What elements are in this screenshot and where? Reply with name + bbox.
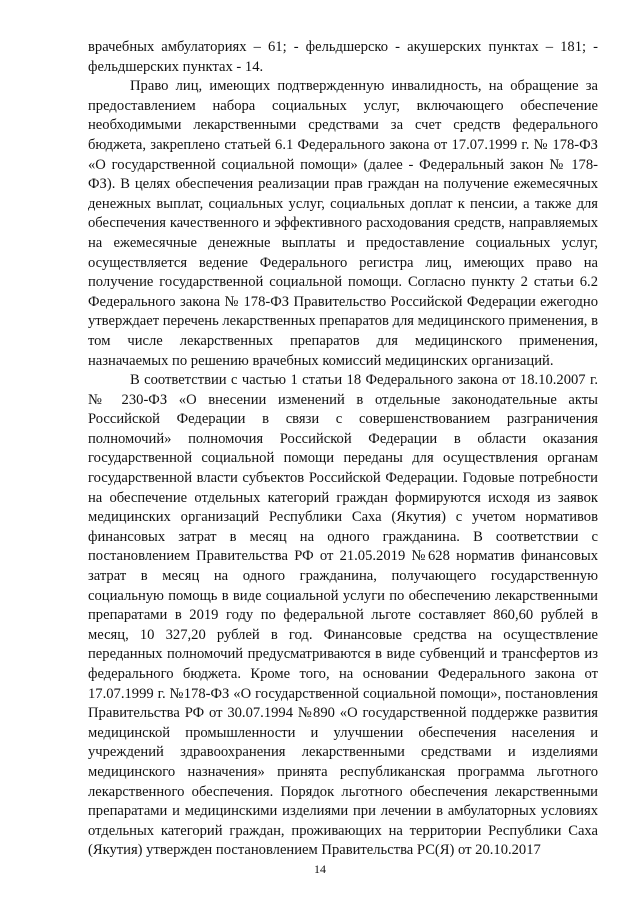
- document-page: [88, 38, 598, 861]
- paragraph-2: Право лиц, имеющих подтвержденную инвалидность, на обращение за предоставлением набора социальных услуг, включающего обеспечение необходимыми лекарственными средствами за счет средств федерального бюджета, закреплено статьей 6.1 Федерального закона от 17.07.1999 г. № 178-ФЗ «О государственной социальной помощи» (далее - Федеральный закон № 178-ФЗ). В целях обеспечения реализации прав граждан на получение ежемесячных денежных выплат, социальных услуг, социальных доплат к пенсии, а также для обеспечения качественного и эффективного расходования средств, направляемых на ежемесячные денежные выплаты и предоставление социальных услуг, осуществляется ведение Федерального регистра лиц, имеющих право на получение государственной социальной помощи. Согласно пункту 2 статьи 6.2 Федерального закона № 178-ФЗ Правительство Российской Федерации ежегодно утверждает перечень лекарственных препаратов для медицинского применения, в том числе лекарственных препаратов для медицинского применения, назначаемых по решению врачебных комиссий медицинских организаций.: [88, 78, 598, 369]
- paragraph-1: врачебных амбулаториях – 61; - фельдшерско - акушерских пунктах – 181; - фельдшерских пунктах - 14.: [88, 39, 598, 75]
- paragraph-3: В соответствии с частью 1 статьи 18 Федерального закона от 18.10.2007 г. № 230-ФЗ «О внесении изменений в отдельные законодательные акты Российской Федерации в связи с совершенствованием разграничения полномочий» полномочия Российской Федерации в области оказания государственной социальной помощи переданы для осуществления органам государственной власти субъектов Российской Федерации. Годовые потребности на обеспечение отдельных категорий граждан формируются исходя из заявок медицинских организаций Республики Саха (Якутия) с учетом нормативов финансовых затрат в месяц на одного гражданина. В соответствии с постановлением Правительства РФ от 21.05.2019 №628 норматив финансовых затрат в месяц на одного гражданина, получающего государственную социальную помощь в виде социальной услуги по обеспечению лекарственными препаратами в 2019 году по федеральной льготе составляет 860,60 рублей в месяц, 10 327,20 рублей в год. Финансовые средства на осуществление переданных полномочий предусматриваются в виде субвенций и трансфертов из федерального бюджета. Кроме того, на основании Федерального закона от 17.07.1999 г. №178-ФЗ «О государственной социальной помощи», постановления Правительства РФ от 30.07.1994 №890 «О государственной поддержке развития медицинской промышленности и улучшении обеспечения населения и учреждений здравоохранения лекарственными средствами и изделиями медицинского назначения» принята республиканская программа льготного лекарственного обеспечения. Порядок льготного обеспечения лекарственными препаратами и медицинскими изделиями при лечении в амбулаторных условиях отдельных категорий граждан, проживающих на территории Республики Саха (Якутия) утвержден постановлением Правительства РС(Я) от 20.10.2017: [88, 372, 598, 859]
- page-number: 14: [314, 862, 326, 876]
